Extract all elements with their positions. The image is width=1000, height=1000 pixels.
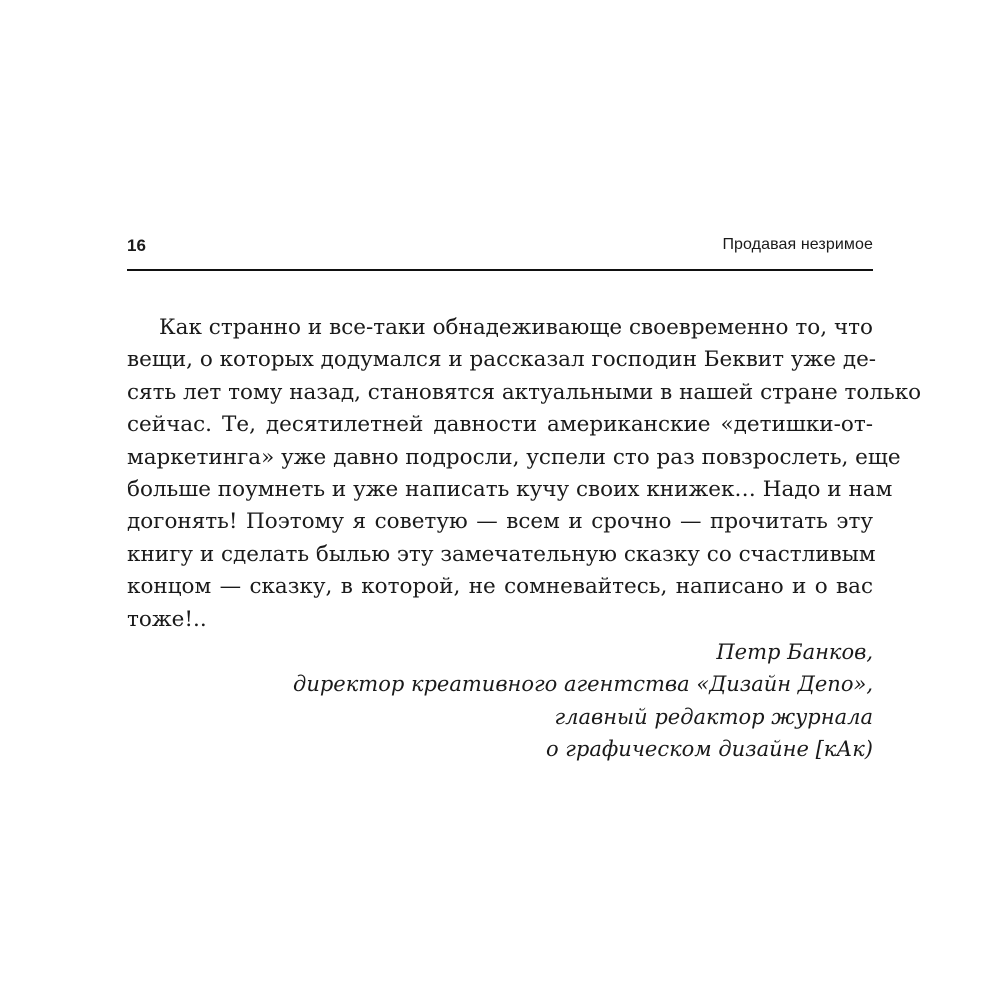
body-line: сейчас. Те, десятилетней давности американские «детишки-от- <box>127 412 873 438</box>
body-line: книгу и сделать былью эту замечательную сказку со счастливым <box>127 541 876 567</box>
running-head <box>127 236 873 260</box>
signature-title: главный редактор журнала <box>554 704 873 729</box>
body-line: догонять! Поэтому я советую — всем и срочно — прочитать эту <box>127 509 873 535</box>
body-line: концом — сказку, в которой, не сомневайтесь, написано и о вас <box>127 574 873 600</box>
body-line: вещи, о которых додумался и рассказал господин Беквит уже де- <box>127 347 877 373</box>
body-line: сять лет тому назад, становятся актуальными в нашей стране только <box>127 379 922 405</box>
body-line: маркетинга» уже давно подросли, успели сто раз повзрослеть, еще <box>127 444 901 470</box>
book-page <box>127 0 922 1000</box>
body-paragraph <box>127 312 922 636</box>
running-title: Продавая незримое <box>722 236 873 253</box>
signature-title: о графическом дизайне [кАк) <box>545 737 873 762</box>
signature-block <box>127 636 873 766</box>
body-line: Как странно и все-таки обнадеживающе своевременно то, что <box>159 315 873 340</box>
body-line: тоже!.. <box>127 606 207 632</box>
signature-name: Петр Банков, <box>716 640 873 664</box>
signature-title: директор креативного агентства «Дизайн Депо», <box>293 672 873 697</box>
header-rule <box>127 269 873 271</box>
page-number: 16 <box>127 236 146 255</box>
body-line: больше поумнеть и уже написать кучу своих книжек… Надо и нам <box>127 476 893 502</box>
